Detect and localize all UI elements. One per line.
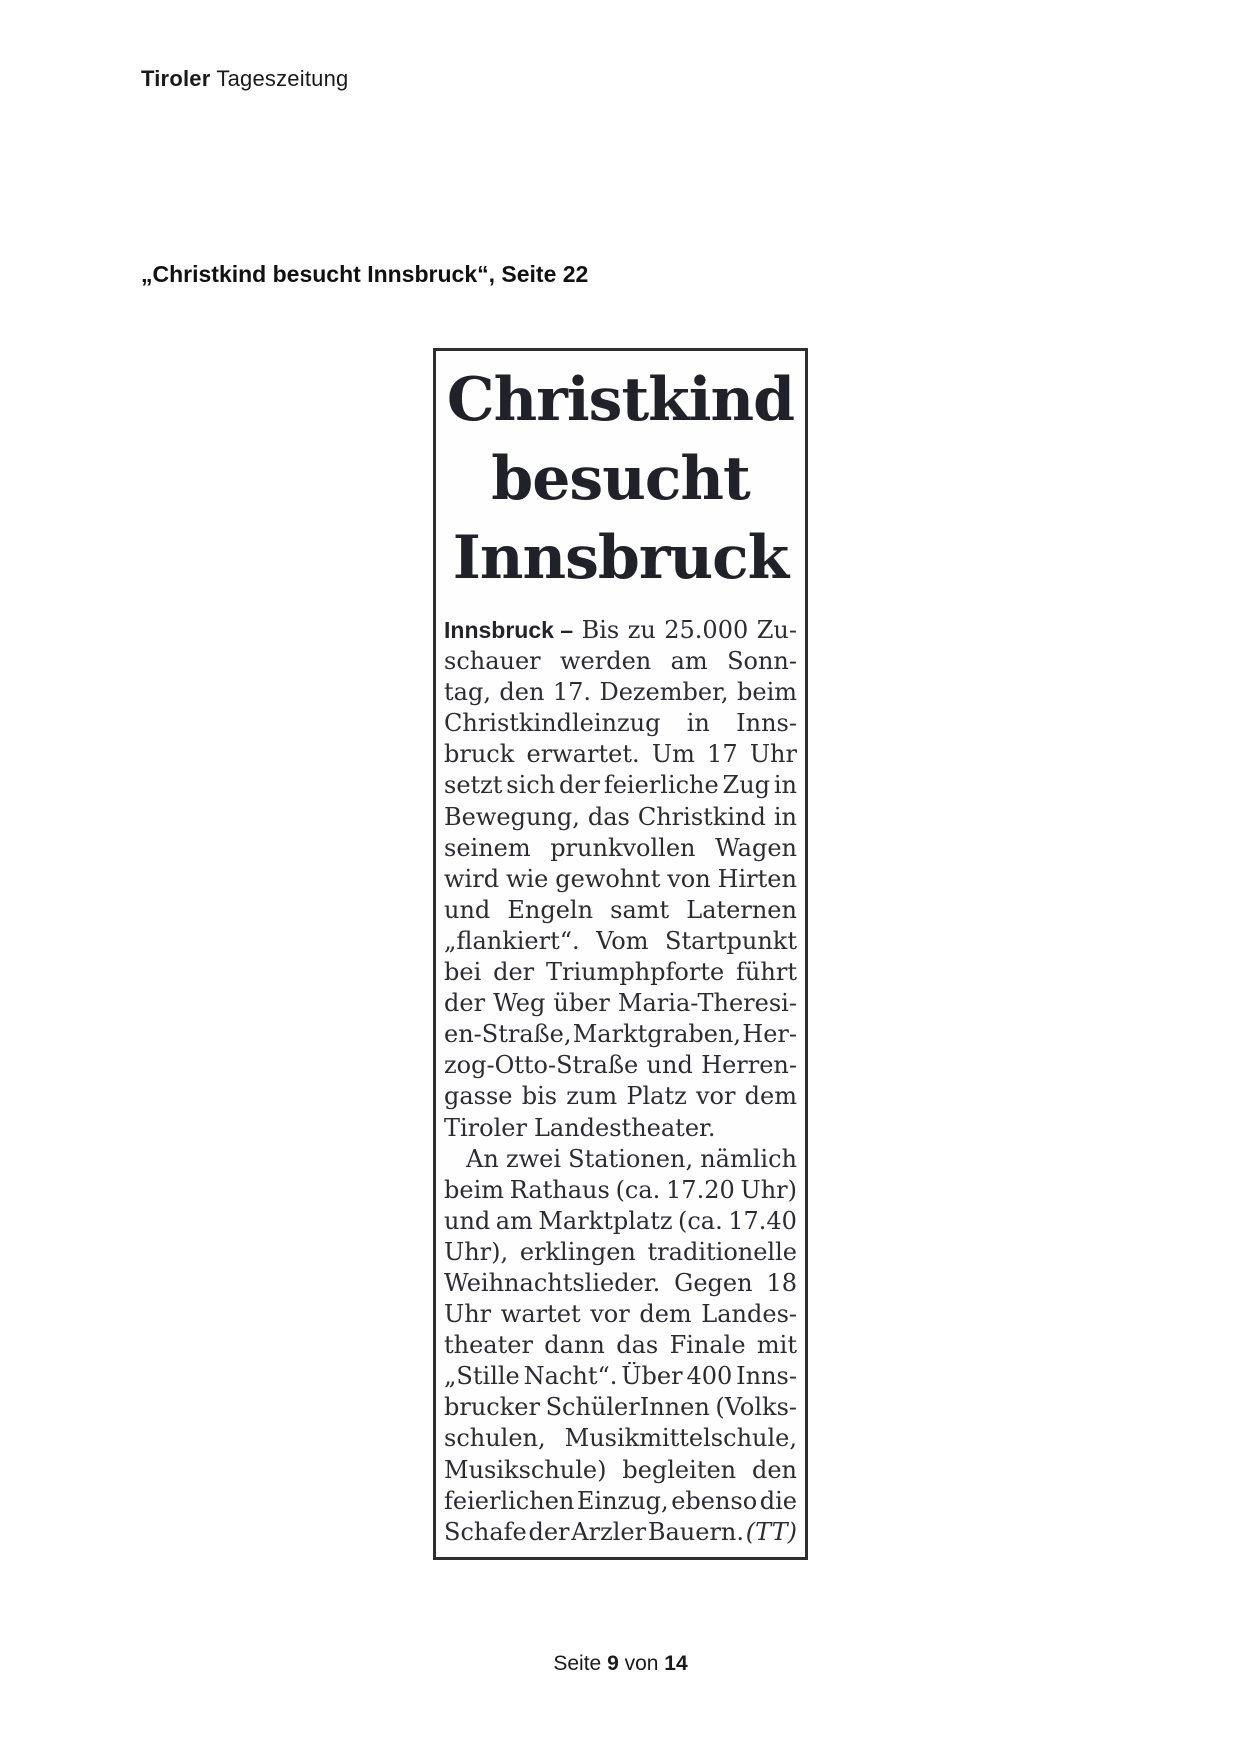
footer-label-seite: Seite [553, 1652, 602, 1675]
article-body-line: schauer werden am Sonn- [444, 647, 797, 676]
article-body-line: und Engeln samt Laternen [444, 895, 797, 924]
article-body-line: Schafe der Arzler Bauern. (TT) [444, 1517, 797, 1546]
article-body-line: gasse bis zum Platz vor dem [444, 1082, 797, 1111]
article-body-line: Tiroler Landestheater. [444, 1113, 716, 1142]
article-body-line: und am Marktplatz (ca. 17.40 [444, 1206, 797, 1235]
article-headline [444, 361, 797, 598]
headline-line: besucht [491, 444, 750, 514]
article-body-line: „Stille Nacht“. Über 400 Inns- [444, 1362, 797, 1391]
article-body-line: Christkindleinzug in Inns- [444, 709, 797, 738]
article-body-line: tag, den 17. Dezember, beim [444, 678, 797, 707]
article-body-line: wird wie gewohnt von Hirten [444, 864, 797, 893]
article-body-line: Musikschule) begleiten den [444, 1455, 797, 1484]
article-body-line: Uhr), erklingen traditionelle [444, 1237, 797, 1266]
article-body-line: „flankiert“. Vom Startpunkt [444, 926, 797, 955]
article-body-line: theater dann das Finale mit [444, 1331, 797, 1360]
footer-label-von: von [624, 1652, 659, 1675]
article-body-line: schulen, Musikmittelschule, [444, 1424, 797, 1453]
article-body [444, 616, 797, 1549]
article-lead-in: Innsbruck – [444, 617, 574, 643]
article-body-line: zog-Otto-Straße und Herren- [444, 1051, 797, 1080]
article-body-line: seinem prunkvollen Wagen [444, 833, 797, 862]
article-body-line: feierlichen Einzug, ebenso die [444, 1486, 797, 1515]
headline-line: Innsbruck [452, 523, 789, 593]
masthead [141, 66, 348, 92]
article-body-line: Innsbruck – Bis zu 25.000 Zu- [444, 616, 797, 644]
footer-total-pages: 14 [664, 1652, 688, 1675]
masthead-brand: Tiroler [141, 66, 211, 91]
article-body-line: brucker SchülerInnen (Volks- [444, 1393, 797, 1422]
article-credit: (TT) [745, 1517, 797, 1546]
article-body-line: der Weg über Maria-Theresi- [444, 989, 797, 1018]
article-body-line: bei der Triumphpforte führt [444, 958, 797, 987]
footer-page-number: 9 [607, 1652, 619, 1675]
newspaper-clipping [433, 348, 808, 1560]
article-body-line: bruck erwartet. Um 17 Uhr [444, 740, 797, 769]
article-body-line: Bewegung, das Christkind in [444, 802, 797, 831]
article-body-line: Weihnachtslieder. Gegen 18 [444, 1268, 797, 1297]
headline-line: Christkind [446, 365, 795, 435]
masthead-name: Tageszeitung [216, 66, 349, 91]
article-body-line: setzt sich der feierliche Zug in [444, 771, 797, 800]
article-body-line: An zwei Stationen, nämlich [466, 1144, 797, 1173]
article-body-line: Uhr wartet vor dem Landes- [444, 1300, 797, 1329]
reference-heading: „Christkind besucht Innsbruck“, Seite 22 [141, 261, 589, 287]
article-body-line: beim Rathaus (ca. 17.20 Uhr) [444, 1175, 797, 1204]
article-body-line: en-Straße, Marktgraben, Her- [444, 1020, 797, 1049]
page-footer [0, 1652, 1241, 1676]
